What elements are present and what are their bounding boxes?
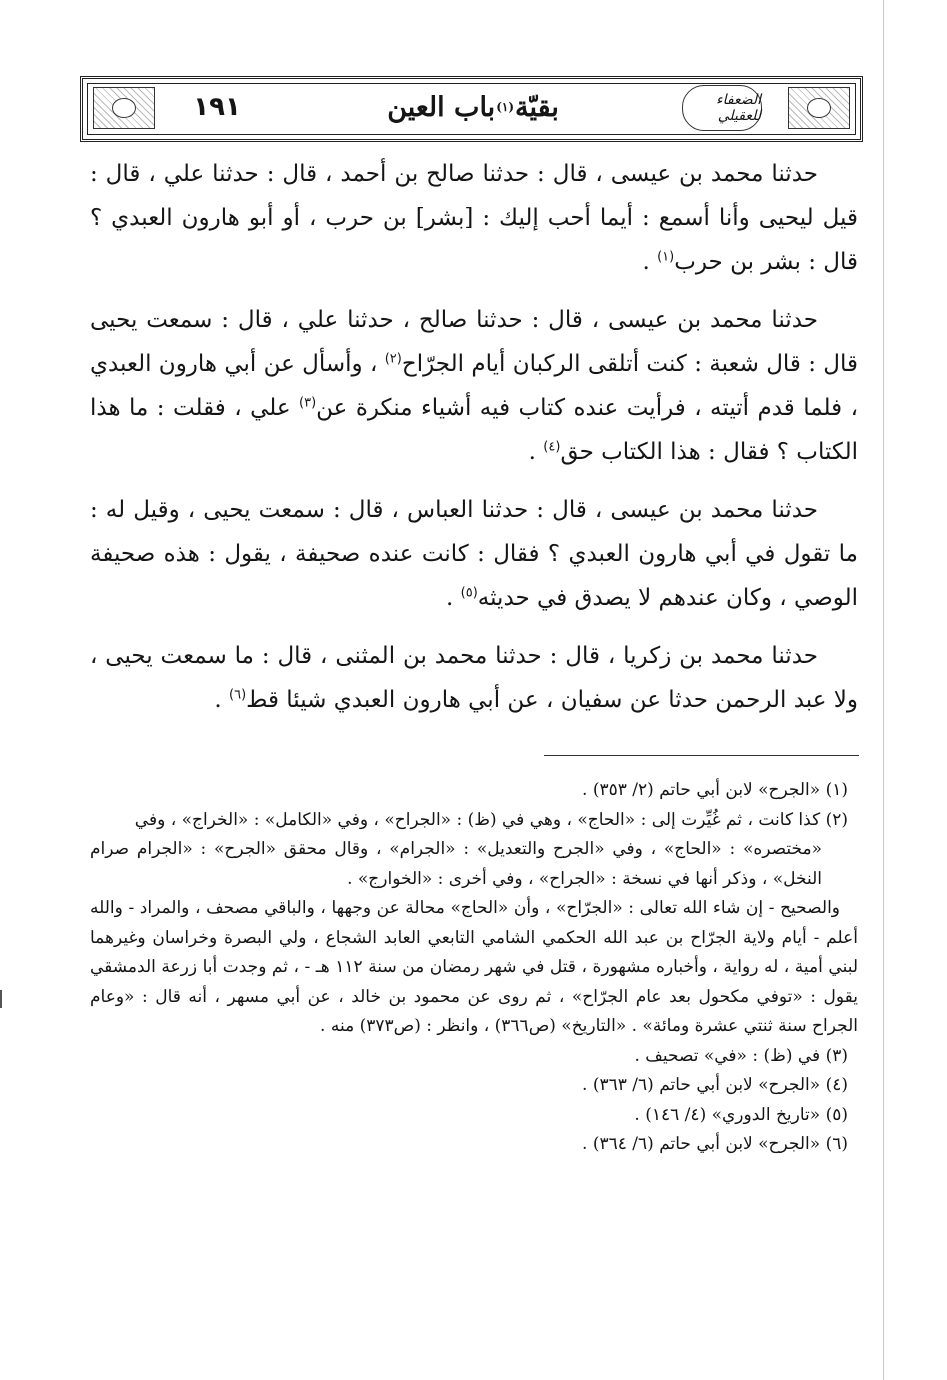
paragraph-2-text-a: حدثنا محمد بن عيسى ، قال : حدثنا صالح ، حدثنا علي ، قال : سمعت يحيى قال : قال شعبة : كنت أتلقى الركبان أيام الجرّاح xyxy=(90,307,858,377)
paragraph-1 xyxy=(90,152,858,284)
scan-edge-mark xyxy=(0,990,2,1008)
footnote-2: (٢) كذا كانت ، ثم غُيِّرت إلى : «الحاج» ، وهي في (ظ) : «الجراح» ، وفي «الكامل» : «الخراج» ، وفي xyxy=(134,809,848,830)
footnote-5: (٥) «تاريخ الدوري» (٤/ ١٤٦) . xyxy=(634,1104,848,1125)
footnote-6: (٦) «الجرح» لابن أبي حاتم (٦/ ٣٦٤) . xyxy=(582,1134,848,1154)
paragraph-1-tail: . xyxy=(642,249,658,275)
paragraph-2-text-c: علي ، فقلت : ما هذا الكتاب ؟ فقال : هذا الكتاب حق xyxy=(90,395,858,465)
ornament-left-outer-icon xyxy=(93,87,155,129)
main-text xyxy=(90,152,858,722)
footnote-ref-1[interactable]: (١) xyxy=(657,249,675,265)
page-number: ١٩١ xyxy=(179,87,255,127)
footnote-ref-2[interactable]: (٢) xyxy=(384,351,402,367)
ornament-right-outer-icon xyxy=(788,87,850,129)
paragraph-3-text: حدثنا محمد بن عيسى ، قال : حدثنا العباس ، قال : سمعت يحيى ، وقيل له : ما تقول في أبي هارون العبدي ؟ فقال : كانت عنده صحيفة ، يقول : هذه صحيفة الوصي ، وكان عندهم لا يصدق في حديثه xyxy=(90,497,858,611)
chapter-title-pre: بقيّة xyxy=(515,91,559,123)
chapter-title xyxy=(373,83,573,131)
footnote-2-commentary: والصحيح - إن شاء الله تعالى : «الجرّاح» ، وأن «الحاج» محالة عن وجهها ، والباقي مصحف ، والمراد - والله أعلم - أيام ولاية الجرّاح بن عبد الله الحكمي الشامي التابعي العابد الشجاع ، ولي البصرة وخراسان وغيرهما لبني أمية ، له رواية ، وأخباره مشهورة ، قتل في شهر رمضان من سنة ١١٢ هـ - ، ثم وجدت أبا زرعة الدمشقي يقول : «توفي مكحول بعد عام الجرّاح» ، ثم روى عن محمود بن خالد ، عن أبي مسهر ، أنه قال : «وعام الجراح سنة ثنتي عشرة ومائة» . «التاريخ» (ص٣٦٦) ، وانظر : (ص٣٧٣) منه . xyxy=(90,898,859,1036)
footnotes xyxy=(90,776,858,1160)
footnote-1: (١) «الجرح» لابن أبي حاتم (٢/ ٣٥٣) . xyxy=(582,780,848,800)
paragraph-3 xyxy=(90,488,858,620)
chapter-title-post: باب العين xyxy=(387,91,496,123)
page-edge-line xyxy=(883,0,884,1380)
footnote-4: (٤) «الجرح» لابن أبي حاتم (٦/ ٣٦٣) . xyxy=(582,1075,848,1095)
footnote-ref-3[interactable]: (٣) xyxy=(299,395,317,411)
paragraph-2-text-b: ، وأسأل عن أبي هارون العبدي ، فلما قدم أتيته ، فرأيت عنده كتاب فيه أشياء منكرة عن xyxy=(89,351,858,421)
paragraph-4-text: حدثنا محمد بن زكريا ، قال : حدثنا محمد بن المثنى ، قال : ما سمعت يحيى ، ولا عبد الرحمن حدثا عن سفيان ، عن أبي هارون العبدي شيئا قط xyxy=(90,643,858,713)
footnote-ref-5[interactable]: (٥) xyxy=(460,585,478,601)
paragraph-2-tail: . xyxy=(528,439,544,465)
paragraph-1-text: حدثنا محمد بن عيسى ، قال : حدثنا صالح بن أحمد ، قال : حدثنا علي ، قال : قيل ليحيى وأنا أسمع : أيما أحب إليك : [بشر] بن حرب ، أو أبو هارون العبدي ؟ قال : بشر بن حرب xyxy=(90,161,858,275)
book-seal: الضعفاء للعقيلي xyxy=(682,85,762,131)
footnote-3: (٣) في (ظ) : «في» تصحيف . xyxy=(634,1045,848,1066)
footnote-2-continued: «مختصره» : «الحاج» ، وفي «الجرح والتعديل» : «الجرام» ، وقال محقق «الجرح» : «الجرام صرام النخل» ، وذكر أنها في نسخة : «الجراح» ، وفي أخرى : «الخوارج» . xyxy=(90,839,822,889)
footnote-ref-4[interactable]: (٤) xyxy=(543,439,561,455)
paragraph-4 xyxy=(90,634,858,722)
footnote-divider xyxy=(544,755,859,756)
running-header xyxy=(80,76,863,142)
paragraph-2 xyxy=(90,298,858,474)
paragraph-3-tail: . xyxy=(446,585,461,611)
paragraph-4-tail: . xyxy=(214,687,230,713)
footnote-ref-6[interactable]: (٦) xyxy=(229,687,247,703)
chapter-title-marker: (١) xyxy=(496,100,515,114)
